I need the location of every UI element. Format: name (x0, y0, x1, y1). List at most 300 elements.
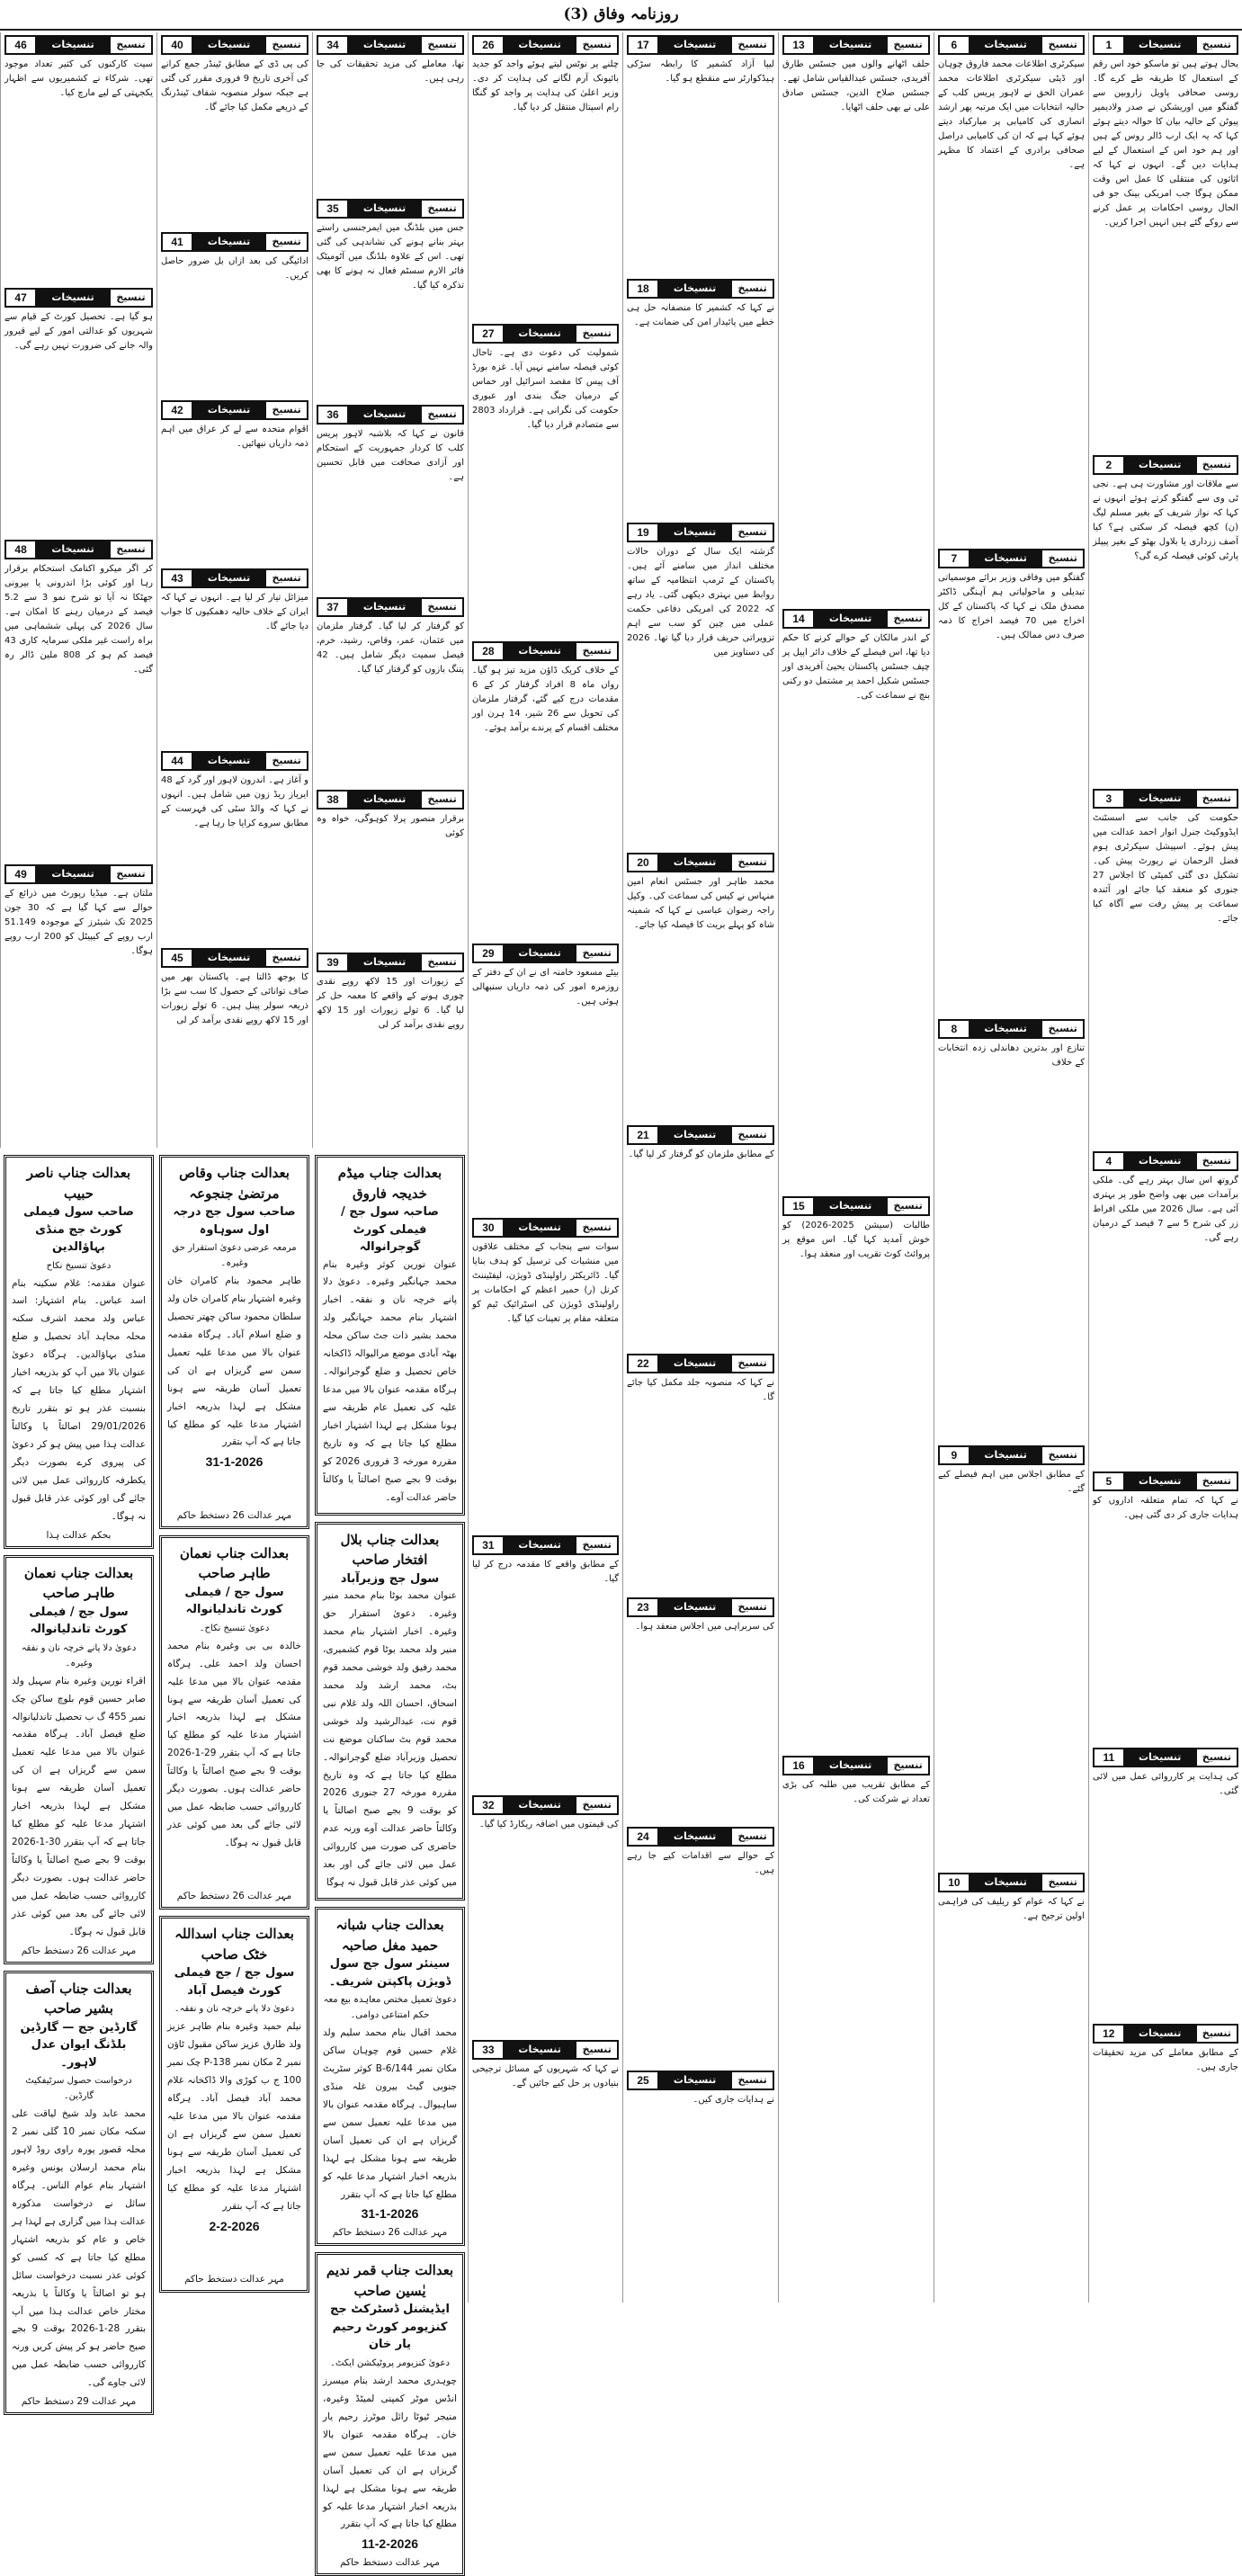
notice-court-title: بعدالت جناب قمر ندیم یٰسین صاحب (326, 2262, 454, 2299)
section-body: محمد طاہر اور جسٹس انعام امین منہاس نے کیس کی سماعت کی۔ وکیل راجہ رضوان عباسی نے کہا کہ شمینہ شاہ کو پہلے بریت کا فیصلہ کیا جائے۔ (627, 876, 774, 930)
news-section (782, 609, 930, 1194)
section-label: تنسیخات (657, 1599, 732, 1615)
section-label: تنسیخات (657, 854, 732, 871)
section-number: 29 (474, 945, 503, 962)
section-header (472, 1535, 619, 1555)
section-number: 10 (940, 1874, 969, 1891)
section-number: 15 (784, 1198, 813, 1214)
section-label: تنسیخات (657, 1829, 732, 1845)
notice-court-title: بعدالت جناب اسداللہ خٹک صاحب (174, 1926, 294, 1963)
section-label: تنسیخات (969, 1874, 1043, 1891)
notice-court-title: بعدالت جناب نعمان طاہر صاحب (179, 1544, 290, 1582)
section-body: اقوام متحدہ سے لے کر عراق میں اہم ذمہ داریاں نبھائیں۔ (161, 425, 308, 449)
section-header (472, 1218, 619, 1238)
section-body: قانون نے کہا کہ بلاشبہ لاہور پریس کلب کا کردار جمہوریت کے استحکام اور آزادی صحافت میں قابل تحسین ہے۔ (317, 429, 464, 483)
section-tag: تنسیخ (1197, 37, 1237, 53)
news-section (317, 790, 464, 950)
court-notice (4, 1155, 154, 1549)
section-number: 43 (163, 570, 192, 586)
court-notice-column (312, 1151, 468, 2569)
section-number: 18 (629, 281, 657, 297)
section-header (782, 1196, 930, 1216)
section-header (4, 864, 153, 884)
section-label: تنسیخات (503, 1220, 577, 1236)
notice-body: چوہدری محمد ارشد بنام میسرز انڈس موٹر کمپنی لمیٹڈ وغیرہ، منیجر ٹیوٹا رائل موٹرز رحیم یار خان۔ ہرگاہ مقدمہ عنوان بالا میں مدعا علیہ تعمیل سمن سے گریزاں ہے ان کی تعمیل آسان طریقہ سے ہونا مشکل ہے لہذا بذریعہ اخبار اشتہار مدعا علیہ کو مطلع کیا جاتا ہے کہ آپ بتقرر (323, 2375, 457, 2530)
news-section (472, 1535, 619, 1792)
section-tag: تنسیخ (888, 1758, 928, 1774)
news-section (938, 1019, 1085, 1443)
section-tag: تنسیخ (732, 524, 773, 541)
news-column (778, 32, 934, 2303)
news-section (161, 568, 308, 747)
section-label: تنسیخات (192, 570, 266, 586)
section-header (317, 199, 464, 219)
section-body: گروتھ اس سال بہتر رہے گی۔ ملکی برآمدات میں بھی واضح طور پر بہتری آئی ہے۔ سال 2026 میں ملکی افراط زر کی شرح 5 سے 7 فیصد کے درمیان رہے گی۔ (1093, 1176, 1238, 1244)
section-body: سے ملاقات اور مشاورت ہی ہے۔ نجی ٹی وی سے گفتگو کرتے ہوئے انہوں نے کہا کہ نواز شریف کے بغیر مسلم لیگ (ن) کچھ فیصلہ کر سکتی ہے؟ کیا آصف زرداری یا بلاول بھٹو کے بغیر پیپلز پارٹی کوئی فیصلہ کرے گی؟ (1093, 479, 1238, 562)
section-tag: تنسیخ (576, 945, 617, 962)
news-section (627, 1827, 774, 2067)
court-notice (159, 1916, 309, 2293)
section-number: 2 (1095, 457, 1123, 473)
news-column (622, 32, 778, 2303)
section-tag: تنسیخ (888, 611, 928, 627)
section-label: تنسیخات (503, 37, 577, 53)
news-column (468, 32, 622, 2303)
section-body: نے کہا کہ عوام کو ریلیف کی فراہمی اولین ترجیح ہے۔ (938, 1897, 1085, 1922)
section-label: تنسیخات (347, 792, 422, 808)
section-tag: تنسیخ (422, 201, 462, 217)
section-label: تنسیخات (969, 37, 1043, 53)
notice-case-type: دعویٰ تنسیخ نکاح۔ (199, 1623, 270, 1633)
section-header (1093, 1748, 1238, 1767)
notice-body: خالدہ بی بی وغیرہ بنام محمد احسان ولد احمد علی۔ ہرگاہ مقدمہ عنوان بالا میں مدعا علیہ کی تعمیل آسان طریقہ سے ہونا مشکل ہے لہذا بذریعہ اخبار اشتہار مدعا علیہ کو مطلع کیا جاتا ہے کہ آپ بتقرر 29-1-2026 بوقت 9 بجے صبح اصالتاً یا وکالتاً حاضر عدالت ہوں۔ بصورت دیگر کارروائی حسب ضابطہ عمل میں لائی جائے گی بعد میں کوئی عذر قابل قبول نہ ہوگا۔ (167, 1640, 302, 1849)
news-column (156, 32, 312, 1148)
section-body: کے مطابق تقریب میں طلبہ کی بڑی تعداد نے شرکت کی۔ (782, 1779, 930, 1804)
section-tag: تنسیخ (266, 950, 307, 966)
section-number: 4 (1095, 1153, 1123, 1169)
notice-court-name: سول جج / جج فیملی کورٹ فیصل آباد (174, 1966, 295, 1998)
news-section (782, 1756, 930, 2297)
news-column (312, 32, 468, 1148)
section-label: تنسیخات (1123, 457, 1197, 473)
section-header (627, 1827, 774, 1847)
section-tag: تنسیخ (422, 954, 462, 970)
notice-court-name: صاحبہ سول جج / فیملی کورٹ گوجرانوالہ (340, 1205, 439, 1254)
section-header (472, 324, 619, 344)
section-body: کی سربراہی میں اجلاس منعقد ہوا۔ (635, 1622, 774, 1632)
section-number: 37 (318, 599, 347, 615)
section-label: تنسیخات (969, 550, 1043, 567)
news-section (938, 1445, 1085, 1869)
section-number: 12 (1095, 2026, 1123, 2042)
section-number: 7 (940, 550, 969, 567)
section-body: نے کہا کہ تمام متعلقہ اداروں کو ہدایات جاری کر دی گئی ہیں۔ (1093, 1495, 1238, 1520)
section-body: کے مطابق معاملے کی مزید تحقیقات جاری ہیں۔ (1093, 2047, 1238, 2072)
news-section (317, 405, 464, 594)
section-number: 28 (474, 643, 503, 659)
section-number: 42 (163, 402, 192, 418)
section-label: تنسیخات (813, 1198, 888, 1214)
section-tag: تنسیخ (732, 1355, 773, 1372)
section-tag: تنسیخ (576, 1537, 617, 1553)
section-header (472, 35, 619, 55)
masthead (0, 0, 1242, 31)
section-body: نے کہا کہ کشمیر کا منصفانہ حل ہی خطے میں پائیدار امن کی ضمانت ہے۔ (627, 302, 774, 327)
news-section (472, 324, 619, 638)
news-section (1093, 455, 1238, 785)
notice-court-title: بعدالت جناب وقاص مرتضیٰ جنجوعہ (179, 1165, 290, 1202)
section-label: تنسیخات (813, 611, 888, 627)
section-number: 33 (474, 2042, 503, 2058)
section-tag: تنسیخ (732, 1599, 773, 1615)
news-section (1093, 2024, 1238, 2296)
section-number: 8 (940, 1021, 969, 1037)
section-tag: تنسیخ (111, 541, 151, 558)
section-body: کے مطابق ملزمان کو گرفتار کر لیا گیا۔ (628, 1149, 774, 1159)
section-body: نے کہا کہ شہریوں کے مسائل ترجیحی بنیادوں پر حل کیے جائیں گے۔ (472, 2064, 619, 2089)
news-section (627, 279, 774, 519)
section-label: تنسیخات (657, 2072, 732, 2089)
section-header (317, 597, 464, 617)
section-body: میزائل تیار کر لیا ہے۔ انہوں نے کہا کہ ایران کے خلاف حالیہ دھمکیوں کا جواب دیا جائے گا۔ (161, 593, 308, 631)
notice-seal-signature: مہر عدالت 26 دستخط حاکم (332, 2227, 448, 2239)
section-label: تنسیخات (347, 37, 422, 53)
section-tag: تنسیخ (1042, 1021, 1083, 1037)
section-label: تنسیخات (35, 541, 111, 558)
section-label: تنسیخات (503, 643, 577, 659)
news-section (627, 1597, 774, 1823)
notice-seal-signature: مہر عدالت 26 دستخط حاکم (176, 1891, 292, 1902)
section-label: تنسیخات (1123, 1153, 1197, 1169)
section-header (4, 35, 153, 55)
section-body: کے زیورات اور 15 لاکھ روپے نقدی چوری ہونے کے واقعے کا معمہ حل کر لیا گیا۔ 6 تولے زیورات اور 15 لاکھ روپے نقدی برآمد کر لی (317, 977, 464, 1031)
section-tag: تنسیخ (576, 643, 617, 659)
section-body: سیکرٹری اطلاعات محمد فاروق چوہان اور ڈپٹی سیکرٹری اطلاعات محمد عمران الحق نے لاہور پریس کلب کے حالیہ انتخابات میں ایک مرتبہ پھر ارشد انصاری کی کامیابی پر مبارکباد دیتے ہوئے کہا ہے کہ ان کی کامیابی دراصل صحافی برادری کے اعتماد کا مظہر ہے۔ (938, 59, 1085, 170)
court-notice (315, 2252, 465, 2576)
section-number: 11 (1095, 1749, 1123, 1766)
section-tag: تنسیخ (422, 792, 462, 808)
notice-seal-signature: مہر عدالت 26 دستخط حاکم (176, 1509, 292, 1521)
section-tag: تنسیخ (266, 402, 307, 418)
news-section (1093, 1471, 1238, 1744)
court-notice (4, 1971, 154, 2416)
section-tag: تنسیخ (111, 37, 151, 53)
news-section (4, 35, 153, 284)
section-body: سیت کارکنوں کی کثیر تعداد موجود تھی۔ شرکاء نے کشمیریوں سے اظہار یکجہتی کے لیے مارچ کیا۔ (4, 59, 153, 98)
section-tag: تنسیخ (576, 1797, 617, 1813)
notice-court-name: سول جج / فیملی کورٹ تاندلیانوالہ (29, 1605, 129, 1637)
court-notice-column (156, 1151, 312, 2303)
news-section (317, 953, 464, 1141)
section-label: تنسیخات (35, 37, 111, 53)
section-header (161, 400, 308, 420)
section-tag: تنسیخ (1042, 37, 1083, 53)
section-number: 48 (6, 541, 35, 558)
section-number: 5 (1095, 1473, 1123, 1489)
section-body: و آغاز ہے۔ اندرون لاہور اور گرد کے 48 ایریاز ریڈ زون میں شامل ہیں۔ انہوں نے کہا کہ والڈ سٹی کی فہرست کے مطابق سروے کرایا جا رہا ہے۔ (161, 775, 308, 828)
news-section (938, 549, 1085, 1015)
court-notices (0, 1151, 468, 2569)
section-tag: تنسیخ (576, 1220, 617, 1236)
notice-court-name: صاحب سول جج درجہ اول سوہاوہ (173, 1205, 296, 1237)
section-header (782, 35, 930, 55)
section-body: کے خلاف کریک ڈاؤن مزید تیز ہو گیا۔ رواں ماہ 8 افراد گرفتار کر کے 6 مقدمات درج کیے گئے، گرفتار ملزمان کی تحویل سے 26 شیر، 14 ہرن اور مختلف اقسام کے پرندے برآمد ہوئے۔ (472, 665, 620, 733)
section-label: تنسیخات (192, 753, 266, 769)
section-body: گزشتہ ایک سال کے دوران حالات مختلف انداز میں سامنے آئے ہیں۔ پاکستان کے ٹرمپ انتظامیہ کے ساتھ روابط میں بہتری دیکھی گئی۔ یاد رہے کہ 2022 کی امریکی دفاعی حکمت عملی میں چین کو سب سے اہم تزویراتی حریف قرار دیا گیا تھا۔ 2026 کی دستاویز میں (627, 546, 774, 657)
section-body: کی قیمتوں میں اضافہ ریکارڈ کیا گیا۔ (478, 1819, 619, 1829)
news-section (627, 523, 774, 849)
section-body: حلف اٹھانے والوں میں جسٹس طارق آفریدی، جسٹس عبدالقیاس شامل تھے۔ جسٹس صلاح الدین، جسٹس صادق علی نے بھی حلف اٹھایا۔ (782, 59, 930, 112)
section-number: 21 (629, 1127, 657, 1143)
section-tag: تنسیخ (422, 599, 462, 615)
notice-court-name: سینئر سول جج سول ڈویژن پاکپتن شریف۔ (328, 1957, 451, 1989)
section-number: 17 (629, 37, 657, 53)
notice-body: محمد اقبال بنام محمد سلیم ولد غلام حسین قوم چوہان ساکن مکان نمبر 144/B-6 کوثر سٹریٹ جنوبی گیٹ بیرون غلہ منڈی ساہیوال۔ ہرگاہ مقدمہ عنوان بالا میں مدعا علیہ تعمیل سمن سے گریزاں ہے ان کی تعمیل آسان طریقہ سے ہونا مشکل ہے لہذا بذریعہ اخبار اشتہار مدعا علیہ کو مطلع کیا جاتا ہے کہ آپ بتقرر (323, 2027, 457, 2200)
section-label: تنسیخات (1123, 1473, 1197, 1489)
section-body: کی ہدایت پر کارروائی عمل میں لائی گئی۔ (1093, 1771, 1238, 1796)
section-label: تنسیخات (657, 1355, 732, 1372)
notice-case-type: مرمعہ عرضی دعویٰ استقرار حق وغیرہ۔ (172, 1243, 297, 1268)
section-number: 47 (6, 290, 35, 306)
notice-court-title: بعدالت جناب ناصر حبیب (26, 1165, 131, 1202)
notice-court-title: بعدالت جناب آصف بشیر صاحب (25, 1980, 132, 2017)
notice-court-title: بعدالت جناب بلال افتخار صاحب (340, 1531, 440, 1569)
section-header (782, 609, 930, 629)
section-tag: تنسیخ (576, 326, 617, 342)
section-header (938, 1873, 1085, 1892)
section-label: تنسیخات (503, 2042, 577, 2058)
section-label: تنسیخات (503, 1797, 577, 1813)
section-header (627, 279, 774, 299)
notice-seal-signature: مہر عدالت 26 دستخط حاکم (21, 1945, 137, 1956)
news-section (782, 1196, 930, 1752)
news-column (1088, 32, 1242, 2303)
section-body: چلنے پر نوٹس لیتے ہوئے واجد کو جدید بائیونک آرم لگانے کی ہدایت کر دی۔ وزیر اعلیٰ کی ہدایت پر واجد کو گنگا رام اسپتال منتقل کر دیا گیا۔ (472, 59, 619, 112)
section-label: تنسیخات (1123, 1749, 1197, 1766)
news-section (317, 199, 464, 402)
news-section (782, 35, 930, 605)
news-section (317, 35, 464, 195)
news-section (161, 751, 308, 944)
section-body: تھا، معاملے کی مزید تحقیقات کی جا رہی ہیں۔ (317, 59, 464, 84)
section-number: 38 (318, 792, 347, 808)
section-label: تنسیخات (657, 524, 732, 541)
section-number: 39 (318, 954, 347, 970)
section-header (938, 1445, 1085, 1465)
section-label: تنسیخات (1123, 791, 1197, 807)
section-tag: تنسیخ (1042, 1874, 1083, 1891)
section-body: گفتگو میں وفاقی وزیر برائے موسمیاتی تبدیلی و ماحولیاتی ہم آہنگی ڈاکٹر مصدق ملک نے کہا کہ پاکستان کے کل اخراج میں 70 فیصد اخراج کا ذمہ صرف دس ممالک ہیں۔ (938, 572, 1086, 640)
notice-body: عنوان نورین کوثر وغیرہ بنام محمد جہانگیر وغیرہ۔ دعویٰ دلا پانے خرچہ نان و نفقہ۔ اخبار اشتہار بنام محمد جہانگیر ولد محمد بشیر ذات جٹ ساکن محلہ بھٹہ آبادی موضع مرالیوالہ ڈاکخانہ خاص تحصیل و ضلع گوجرانوالہ۔ ہرگاہ مقدمہ عنوان بالا میں مدعا علیہ کی تعمیل عام طریقہ سے ہونا مشکل ہے لہذا اشتہار اخبار مطلع کیا جاتا ہے کہ وہ تاریخ مقررہ مورخہ 3 فروری 2026 کو بوقت 9 بجے صبح اصالتاً یا وکالتاً حاضر عدالت آوے۔ (323, 1258, 458, 1503)
notice-court-name: ایڈیشنل ڈسٹرکٹ جج کنزیومر کورٹ رحیم یار خان (330, 2303, 450, 2352)
section-number: 3 (1095, 791, 1123, 807)
section-header (627, 1597, 774, 1617)
section-number: 44 (163, 753, 192, 769)
news-column (934, 32, 1088, 2303)
notice-case-type: دعویٰ دلا پانے خرچہ نان و نفقہ۔ (174, 2004, 295, 2015)
court-notice (159, 1155, 309, 1529)
notice-body: محمد عابد ولد شیخ لیاقت علی سکنہ مکان نمبر 10 گلی نمبر 2 محلہ قصور پورہ راوی روڈ لاہور بنام محمد ارسلان یونس وغیرہ اشتہار بنام عوام الناس۔ ہرگاہ سائل نے درخواست مذکورہ عدالت ہذا میں گزاری ہے لہذا ہر خاص و عام کو بذریعہ اشتہار مطلع کیا جاتا ہے کہ کسی کو کوئی عذر نسبت درخواست سائل ہو تو اصالتاً یا وکالتاً یا بذریعہ مختار خاص عدالت ہذا میں آپ بتقرر 28-1-2026 بوقت 9 بجے صبح حاضر ہو کر پیش کریں ورنہ کارروائی حسب ضابطہ عمل میں لائی جاوے گی۔ (12, 2108, 146, 2389)
section-label: تنسیخات (35, 290, 111, 306)
section-label: تنسیخات (347, 599, 422, 615)
notice-body: اقراء نورین وغیرہ بنام سہیل ولد صابر حسین قوم بلوچ ساکن چک نمبر 455 گ ب تحصیل تاندلیانوالہ ضلع فیصل آباد۔ ہرگاہ مقدمہ عنوان بالا میں مدعا علیہ تعمیل سمن سے گریزاں ہے ان کی تعمیل آسان طریقہ سے ہونا مشکل ہے لہذا بذریعہ اخبار اشتہار مدعا علیہ کو مطلع کیا جاتا ہے کہ آپ بتقرر 30-1-2026 بوقت 9 بجے صبح اصالتاً یا وکالتاً حاضر عدالت ہوں۔ بصورت دیگر کارروائی حسب ضابطہ عمل میں لائی جائے گی بعد میں کوئی عذر قابل قبول نہ ہوگا۔ (12, 1675, 147, 1937)
section-header (627, 523, 774, 542)
section-header (161, 35, 308, 55)
section-number: 1 (1095, 37, 1123, 53)
section-body: برقرار منصور پرلا کوہوگی، خواہ وہ کوئی (317, 813, 464, 838)
news-section (4, 540, 153, 861)
section-number: 32 (474, 1797, 503, 1813)
news-section (627, 853, 774, 1122)
section-header (317, 953, 464, 972)
section-label: تنسیخات (192, 402, 266, 418)
section-header (938, 1019, 1085, 1039)
section-header (627, 853, 774, 872)
section-number: 46 (6, 37, 35, 53)
notice-court-name: سول جج وزیرآباد (340, 1571, 440, 1586)
section-body: بحال ہوتے ہیں تو ماسکو خود اس رقم کے استعمال کا طریقہ طے کرے گا۔ روسی صحافی پاویل زاروبین سے گفتگو میں اوریشکن نے صدر ولادیمیر پیوٹن کے حالیہ بیان کا حوالہ دیتے ہوئے کہا کہ یہ ایک ارب ڈالر روس کے ہیں اور ہم خود اس کے استعمال کے لیے ہدایات دیں گے۔ انہوں نے کہا کہ اثاثوں کی منتقلی کا عمل اس وقت ممکن ہوگا جب امریکی بینک جو فی الحال روسی احکامات پر عمل کرنے سے روکے گئے ہیں انہیں اجرا کریں۔ (1093, 59, 1238, 228)
section-body: تنازع اور بدترین دھاندلی زدہ انتخابات کے خلاف (938, 1042, 1085, 1068)
section-number: 9 (940, 1447, 969, 1463)
section-body: ادائیگی کی بعد ازاں بل ضرور حاصل کریں۔ (161, 256, 308, 281)
section-tag: تنسیخ (1042, 550, 1083, 567)
news-section (627, 1125, 774, 1351)
news-section (627, 35, 774, 275)
court-notice (4, 1555, 154, 1964)
section-label: تنسیخات (813, 37, 888, 53)
notice-court-name: گارڈین جج — گارڈین بلڈنگ ایوان عدل لاہور۔ (20, 2020, 138, 2070)
section-header (317, 405, 464, 425)
section-tag: تنسیخ (266, 37, 307, 53)
section-tag: تنسیخ (266, 570, 307, 586)
section-tag: تنسیخ (1197, 2026, 1237, 2042)
notice-seal-signature: مہر عدالت دستخط حاکم (184, 2274, 284, 2285)
section-body: نے ہدایات جاری کیں۔ (692, 2095, 774, 2106)
section-header (1093, 1471, 1238, 1491)
section-label: تنسیخات (503, 1537, 577, 1553)
section-body: طالبات (سیشن 2025-2026) کو خوش آمدید کہا گیا۔ اس موقع پر پروائٹ کوٹ تقریب اور منعقد ہوا۔ (782, 1221, 930, 1259)
section-label: تنسیخات (657, 281, 732, 297)
section-tag: تنسیخ (888, 37, 928, 53)
section-tag: تنسیخ (732, 854, 773, 871)
section-number: 35 (318, 201, 347, 217)
section-label: تنسیخات (813, 1758, 888, 1774)
court-notice-column (1, 1151, 156, 2408)
section-number: 19 (629, 524, 657, 541)
news-section (472, 641, 619, 941)
section-number: 26 (474, 37, 503, 53)
section-label: تنسیخات (35, 866, 111, 882)
news-section (938, 35, 1085, 545)
section-header (938, 35, 1085, 55)
section-header (1093, 1151, 1238, 1171)
news-section (472, 1218, 619, 1532)
page-title: روزنامہ وفاق (3) (563, 5, 679, 23)
news-column (0, 32, 156, 1148)
section-label: تنسیخات (192, 234, 266, 250)
notice-court-name: سول جج / فیملی کورٹ تاندلیانوالہ (184, 1585, 284, 1617)
notice-body: طاہر محمود بنام کامران خان وغیرہ اشتہار بنام کامران خان ولد سلطان محمود ساکن چھتر تحصیل و ضلع اسلام آباد۔ ہرگاہ مقدمہ عنوان بالا میں مدعا علیہ تعمیل سمن سے گریزاں ہے ان کی تعمیل آسان طریقہ سے ہونا مشکل ہے لہذا بذریعہ اخبار اشتہار مدعا علیہ کو مطلع کیا جاتا ہے کہ آپ بتقرر (167, 1275, 301, 1448)
section-tag: تنسیخ (422, 37, 462, 53)
section-header (627, 35, 774, 55)
section-body: ہو گیا ہے۔ تحصیل کورٹ کے قیام سے شہریوں کو عدالتی امور کے لیے قیرور والہ جانے کی ضرورت نہیں رہے گی۔ (4, 311, 153, 351)
section-number: 23 (629, 1599, 657, 1615)
section-number: 34 (318, 37, 347, 53)
section-number: 41 (163, 234, 192, 250)
section-body: کی پی ڈی کے مطابق ٹینڈر جمع کرانے کی آخری تاریخ 9 فروری مقرر کی گئی ہے جبکہ سولر منصوبہ شفاف ٹینڈرنگ کے ذریعے مکمل کیا جائے گا۔ (161, 59, 308, 112)
section-tag: تنسیخ (888, 1198, 928, 1214)
section-header (1093, 2024, 1238, 2044)
news-section (317, 597, 464, 786)
news-section (4, 288, 153, 537)
section-number: 24 (629, 1829, 657, 1845)
notice-body: عنوان محمد بوٹا بنام محمد منیر وغیرہ۔ دعویٰ استقرار حق وغیرہ۔ اخبار اشتہار بنام محمد منیر ولد محمد بوٹا قوم کشمیری، محمد رفیق ولد خوشی محمد قوم بٹ، محمد ارشد ولد محمد اسحاق، احسان اللہ ولد غلام نبی قوم نت، عبدالرشید ولد خوشی محمد قوم بٹ ساکنان موضع نت تحصیل وزیرآباد ضلع گوجرانوالہ۔ مطلع کیا جاتا ہے کہ وہ تاریخ مقررہ مورخہ 27 جنوری 2026 کو بوقت 9 بجے صبح اصالتاً یا وکالتاً حاضر عدالت آوے ورنہ عدم حاضری کی صورت میں کارروائی عمل میں لائی جائے گی اور بعد میں کوئی عذر قابل قبول نہ ہوگا (323, 1590, 457, 1889)
news-section (938, 1873, 1085, 2296)
section-header (4, 540, 153, 559)
news-section (161, 35, 308, 228)
section-number: 49 (6, 866, 35, 882)
section-tag: تنسیخ (1197, 457, 1237, 473)
section-body: کے حوالے سے اقدامات کیے جا رہے ہیں۔ (627, 1851, 774, 1876)
notice-seal-signature: مہر عدالت 29 دستخط حاکم (21, 2396, 137, 2408)
news-section (627, 2071, 774, 2296)
section-header (938, 549, 1085, 568)
section-tag: تنسیخ (1042, 1447, 1083, 1463)
section-header (1093, 35, 1238, 55)
court-notice (315, 1155, 465, 1516)
section-header (1093, 789, 1238, 809)
news-section (472, 944, 619, 1214)
section-number: 27 (474, 326, 503, 342)
section-label: تنسیخات (657, 1127, 732, 1143)
notice-court-name: صاحب سول فیملی کورٹ جج منڈی بہاؤالدین (23, 1205, 134, 1254)
notice-case-type: درخواست حصول سرٹیفکیٹ گارڈین۔ (25, 2076, 132, 2102)
section-body: نے کہا کہ منصوبہ جلد مکمل کیا جائے گا۔ (627, 1378, 774, 1403)
notice-case-type: دعویٰ تنسیخ نکاح (46, 1260, 112, 1271)
section-header (317, 790, 464, 809)
section-header (4, 288, 153, 308)
section-number: 36 (318, 407, 347, 423)
section-tag: تنسیخ (732, 1829, 773, 1845)
section-label: تنسیخات (1123, 37, 1197, 53)
section-tag: تنسیخ (732, 281, 773, 297)
court-notice (315, 1907, 465, 2246)
section-label: تنسیخات (657, 37, 732, 53)
notice-hearing-date: 31-1-2026 (205, 1454, 264, 1470)
notice-body: نیلم حمید وغیرہ بنام طاہر عزیز ولد طارق عزیز ساکن مقبول ٹاؤن نمبر 2 مکان نمبر P-138 چک نمبر 100 ج ب کوڑی والا ڈاکخانہ غلام محمد آباد فیصل آباد۔ ہرگاہ مقدمہ عنوان بالا میں مدعا علیہ تعمیل سمن سے گریزاں ہے ان کی تعمیل آسان طریقہ سے ہونا مشکل ہے لہذا بذریعہ اخبار اشتہار مدعا علیہ کو مطلع کیا جاتا ہے کہ آپ بتقرر (167, 2021, 301, 2212)
section-tag: تنسیخ (576, 37, 617, 53)
section-tag: تنسیخ (732, 1127, 773, 1143)
court-notice (159, 1535, 309, 1910)
notice-case-type: دعویٰ کنزیومر پروٹیکشن ایکٹ۔ (330, 2357, 450, 2368)
section-header (161, 232, 308, 252)
section-body: سوات سے پنجاب کے مختلف علاقوں میں منشیات کی ترسیل کو ہدف بنایا گیا۔ ڈائریکٹر راولپنڈی ڈویژن، لیفٹیننٹ کرنل (ر) حمیر اعظم کے احکامات پر راولپنڈی ڈویژن کی اسٹرائیک ٹیم کو متعلقہ مقام پر تعینات کیا گیا۔ (472, 1242, 619, 1324)
section-tag: تنسیخ (732, 37, 773, 53)
notice-seal-signature: مہر عدالت دستخط حاکم (340, 2557, 440, 2569)
section-tag: تنسیخ (732, 2072, 773, 2089)
section-body: بیٹے مسعود خامنہ ای نے ان کے دفتر کے روزمرہ امور کی ذمہ داریاں سنبھالی ہوئی ہیں۔ (472, 968, 619, 1007)
section-body: کے مطابق واقعے کا مقدمہ درج کر لیا گیا۔ (472, 1559, 619, 1584)
section-header (161, 568, 308, 588)
section-label: تنسیخات (503, 326, 577, 342)
section-number: 13 (784, 37, 813, 53)
section-body: لیپا آزاد کشمیر کا رابطہ سڑکی ہیڈکوارٹر سے منقطع ہو گیا۔ (627, 59, 774, 84)
section-tag: تنسیخ (1197, 1473, 1237, 1489)
section-body: حکومت کی جانب سے اسسٹنٹ ایڈووکیٹ جنرل انوار احمد عدالت میں پیش ہوئے۔ اسپیشل سیکرٹری ہوم فضل الرحمان نے رپورٹ پیش کی۔ تشکیل دی گئی کمیٹی کا اجلاس 27 جنوری کو منعقد کیا جائے اور آئندہ سماعت پر پیش رفت سے آگاہ کیا جائے۔ (1093, 813, 1238, 925)
section-header (472, 944, 619, 963)
section-header (472, 1795, 619, 1815)
notice-case-type: دعویٰ تعمیل مختص معاہدہ بیع معہ حکم امتناعی دوامی۔ (323, 1995, 457, 2021)
